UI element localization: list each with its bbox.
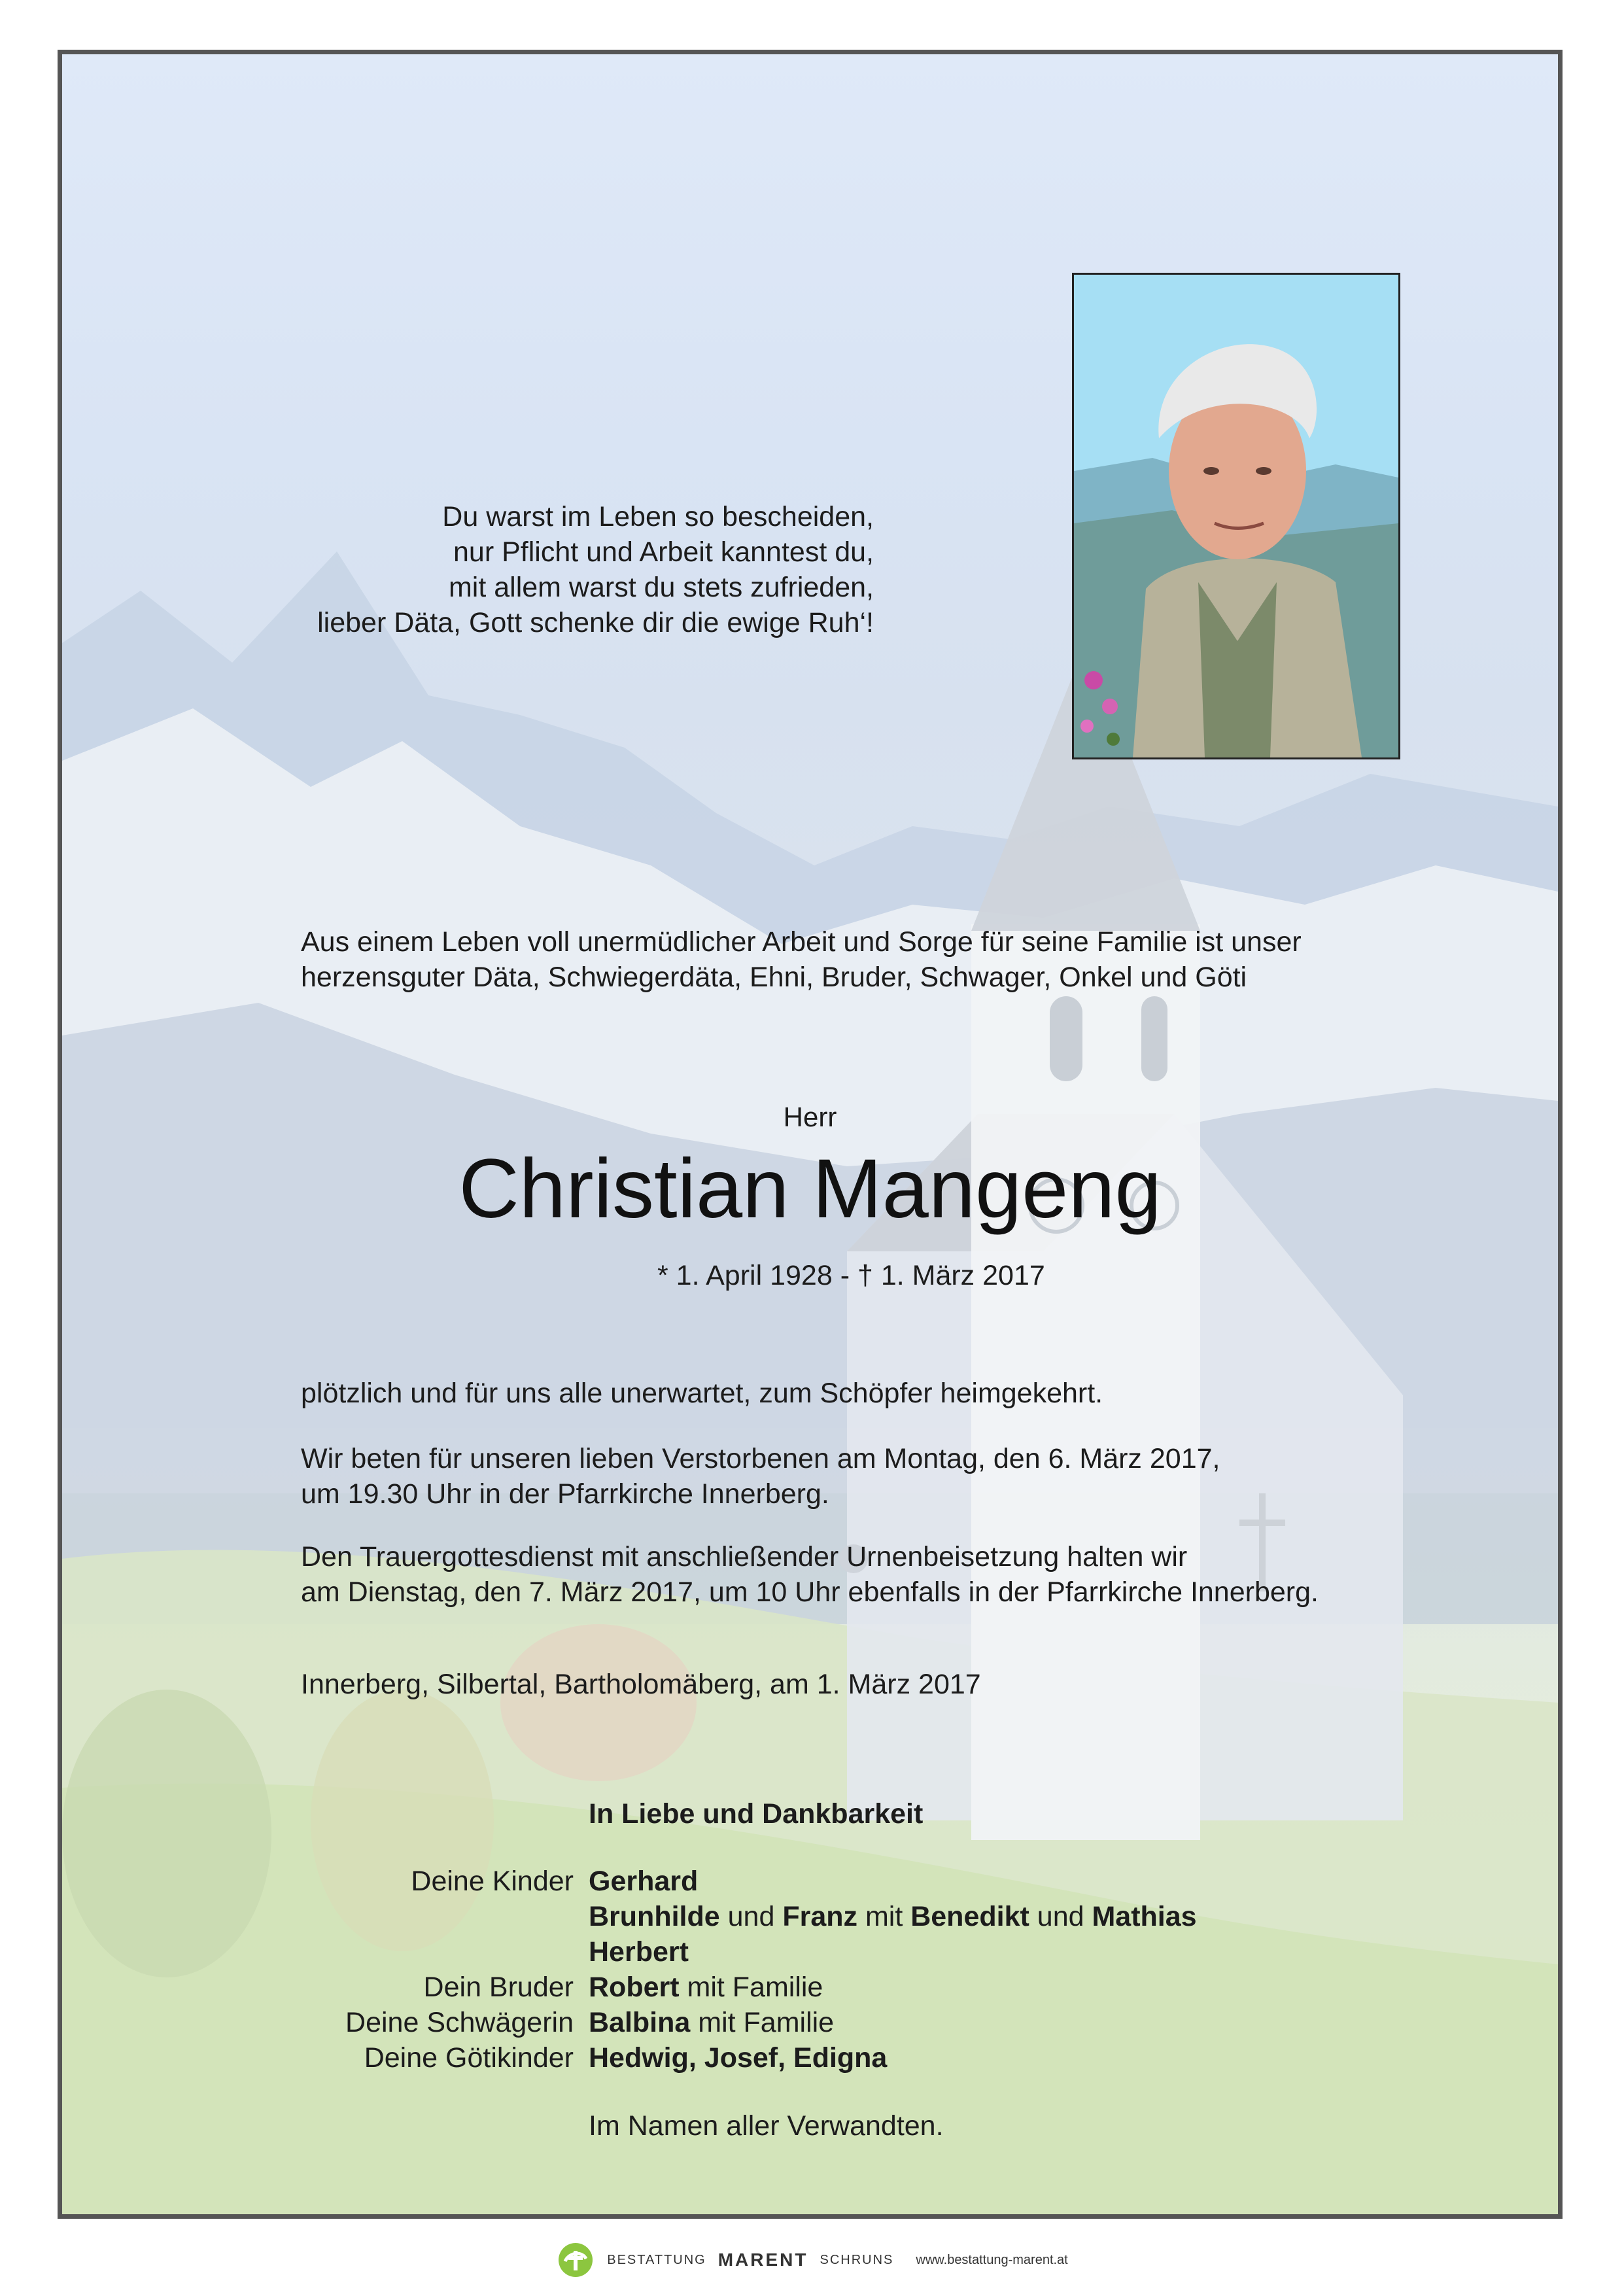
name-herbert: Herbert [589,1936,689,1968]
footer [0,2237,1624,2283]
salutation: Herr [783,1102,837,1132]
connector: und [719,1901,783,1932]
name-balbina: Balbina [589,2007,691,2038]
label-kinder: Deine Kinder [411,1866,574,1897]
poem-line: mit allem warst du stets zufrieden, [448,572,874,603]
thanks-heading: In Liebe und Dankbarkeit [589,1798,924,1830]
kinder-line-2 [589,1899,1439,1934]
poem-line: Du warst im Leben so bescheiden, [442,501,874,532]
goetikinder-line [589,2040,1439,2076]
portrait-image [1074,275,1398,757]
paragraph-line: um 19.30 Uhr in der Pfarrkirche Innerberg. [301,1478,829,1510]
poem [220,499,874,640]
suffix: mit Familie [679,1972,823,2003]
footer-town: SCHRUNS [820,2252,894,2267]
connector: mit [857,1901,911,1932]
name-gerhard: Gerhard [589,1866,699,1897]
label-schwaegerin: Deine Schwägerin [345,2007,574,2038]
portrait-photo [1072,273,1400,759]
notice-frame [58,50,1563,2219]
paragraph-service [301,1539,1544,1610]
name-benedikt: Benedikt [910,1901,1029,1932]
intro-line: Aus einem Leben voll unermüdlicher Arbeit und Sorge für seine Familie ist unser [301,926,1302,958]
label-goetikinder: Deine Götikinder [364,2042,574,2074]
footer-prefix: BESTATTUNG [607,2252,706,2267]
closing-line: Im Namen aller Verwandten. [589,2110,944,2142]
kinder-line-1 [589,1864,1439,1899]
paragraph-return-home: plötzlich und für uns alle unerwartet, zum Schöpfer heimgekehrt. [301,1378,1103,1409]
intro-line: herzensguter Däta, Schwiegerdäta, Ehni, Bruder, Schwager, Onkel und Göti [301,962,1247,993]
schwaegerin-line [589,2005,1439,2040]
bruder-line [589,1970,1439,2005]
connector: und [1029,1901,1092,1932]
name-robert: Robert [589,1972,680,2003]
suffix: mit Familie [690,2007,835,2038]
place-date: Innerberg, Silbertal, Bartholomäberg, am 1. März 2017 [301,1669,981,1700]
deceased-name: Christian Mangeng [458,1142,1162,1236]
paragraph-line: Den Trauergottesdienst mit anschließender Urnenbeisetzung halten wir [301,1541,1188,1573]
kinder-line-3 [589,1934,1439,1970]
funeral-home-logo-icon [556,2240,595,2280]
footer-brand: MARENT [717,2250,808,2270]
name-mathias: Mathias [1092,1901,1197,1932]
life-dates: * 1. April 1928 - † 1. März 2017 [657,1260,1045,1291]
intro-text [301,924,1511,995]
poem-line: nur Pflicht und Arbeit kanntest du, [453,536,874,568]
paragraph-prayer [301,1441,1544,1512]
name-franz: Franz [782,1901,857,1932]
relatives-labels [62,1864,574,2076]
paragraph-line: am Dienstag, den 7. März 2017, um 10 Uhr ebenfalls in der Pfarrkirche Innerberg. [301,1576,1319,1608]
paragraph-line: Wir beten für unseren lieben Verstorbenen am Montag, den 6. März 2017, [301,1443,1220,1474]
names-goetikinder: Hedwig, Josef, Edigna [589,2042,888,2074]
footer-url[interactable]: www.bestattung-marent.at [916,2252,1068,2267]
label-bruder: Dein Bruder [423,1972,574,2003]
poem-line: lieber Däta, Gott schenke dir die ewige Ruh‘! [317,607,874,638]
name-brunhilde: Brunhilde [589,1901,720,1932]
relatives-names [589,1864,1439,2076]
